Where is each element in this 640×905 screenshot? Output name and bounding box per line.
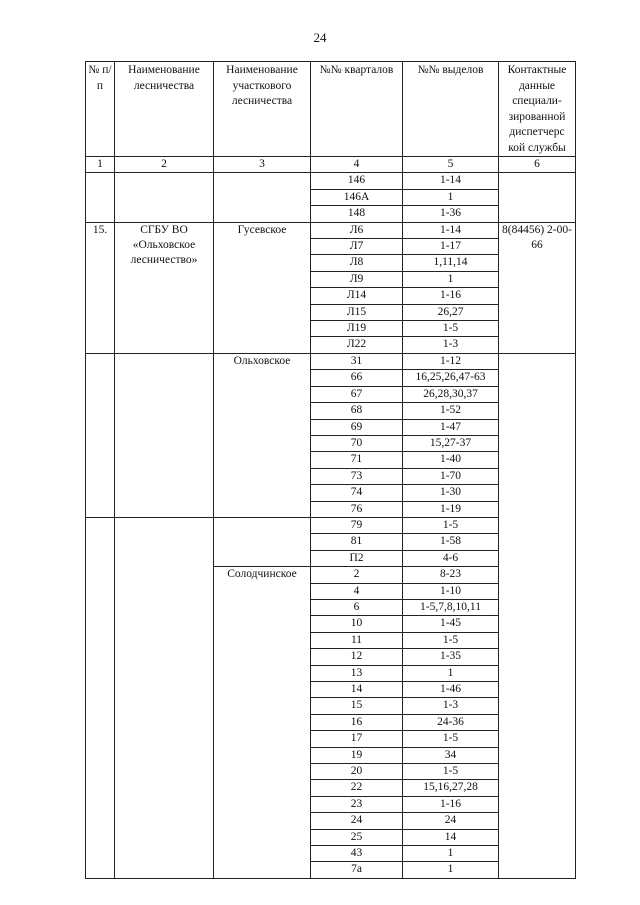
column-number: 3 (214, 157, 311, 173)
quarter-cell: 66 (311, 370, 403, 386)
quarter-cell: Л22 (311, 337, 403, 353)
quarter-cell: Л19 (311, 321, 403, 337)
forestry-cell (115, 353, 214, 517)
allotment-cell: 1-5,7,8,10,11 (403, 599, 499, 615)
quarter-cell: Л8 (311, 255, 403, 271)
quarter-cell: 73 (311, 468, 403, 484)
contact-cell (499, 353, 576, 878)
quarter-cell: 146А (311, 189, 403, 205)
allotment-cell: 1-19 (403, 501, 499, 517)
header-district: Наименование участкового лесничества (214, 62, 311, 157)
allotment-cell: 1-16 (403, 796, 499, 812)
allotment-cell: 1-5 (403, 321, 499, 337)
allotment-cell: 14 (403, 829, 499, 845)
allotment-cell: 1-3 (403, 698, 499, 714)
quarter-cell: 76 (311, 501, 403, 517)
allotment-cell: 1-40 (403, 452, 499, 468)
allotment-cell: 1,11,14 (403, 255, 499, 271)
quarter-cell: 31 (311, 353, 403, 369)
allotment-cell: 1-47 (403, 419, 499, 435)
quarter-cell: 2 (311, 567, 403, 583)
quarter-cell: 7а (311, 862, 403, 878)
quarter-cell: 43 (311, 846, 403, 862)
district-cell (214, 517, 311, 566)
allotment-cell: 4-6 (403, 550, 499, 566)
allotment-cell: 1-36 (403, 206, 499, 222)
allotment-cell: 1 (403, 665, 499, 681)
column-number-row (86, 157, 576, 173)
quarter-cell: 23 (311, 796, 403, 812)
allotment-cell: 1-14 (403, 173, 499, 189)
allotment-cell: 1-14 (403, 222, 499, 238)
allotment-cell: 1-35 (403, 649, 499, 665)
allotment-cell: 15,16,27,28 (403, 780, 499, 796)
number-cell (86, 517, 115, 878)
allotment-cell: 1-52 (403, 403, 499, 419)
allotment-cell: 1-12 (403, 353, 499, 369)
quarter-cell: 14 (311, 682, 403, 698)
quarter-cell: 146 (311, 173, 403, 189)
allotment-cell: 1-58 (403, 534, 499, 550)
number-cell (86, 173, 115, 222)
number-cell (86, 353, 115, 517)
quarter-cell: 81 (311, 534, 403, 550)
header-quarters: №№ кварталов (311, 62, 403, 157)
quarter-cell: 6 (311, 599, 403, 615)
contact-data-cell: 8(84456) 2-00-66 (499, 222, 576, 353)
quarter-cell: Л9 (311, 271, 403, 287)
row-number-cell: 15. (86, 222, 115, 353)
quarter-cell: 70 (311, 435, 403, 451)
quarter-cell: 19 (311, 747, 403, 763)
quarter-cell: 17 (311, 731, 403, 747)
header-number: № п/п (86, 62, 115, 157)
page-number: 24 (313, 30, 327, 45)
header-contacts: Контактные данные специали-зированной диспетчерс кой службы (499, 62, 576, 157)
quarter-cell: 11 (311, 632, 403, 648)
allotment-cell: 1-5 (403, 731, 499, 747)
quarter-cell: 12 (311, 649, 403, 665)
column-number: 2 (115, 157, 214, 173)
quarter-cell: Л15 (311, 304, 403, 320)
quarter-cell: 15 (311, 698, 403, 714)
quarter-cell: 25 (311, 829, 403, 845)
allotment-cell: 1-70 (403, 468, 499, 484)
column-number: 6 (499, 157, 576, 173)
district-name-cell: Ольховское (214, 353, 311, 517)
forestry-cell (115, 173, 214, 222)
table-row (86, 173, 576, 189)
allotment-cell: 24 (403, 813, 499, 829)
quarter-cell: П2 (311, 550, 403, 566)
allotment-cell: 1-10 (403, 583, 499, 599)
table-header-row (86, 62, 576, 157)
allotment-cell: 1-5 (403, 632, 499, 648)
allotment-cell: 1-16 (403, 288, 499, 304)
quarter-cell: 20 (311, 764, 403, 780)
quarter-cell: 24 (311, 813, 403, 829)
column-number: 4 (311, 157, 403, 173)
allotment-cell: 1-17 (403, 239, 499, 255)
column-number: 1 (86, 157, 115, 173)
allotment-cell: 1-45 (403, 616, 499, 632)
table-row (86, 222, 576, 238)
contact-cell (499, 173, 576, 222)
quarter-cell: 69 (311, 419, 403, 435)
allotment-cell: 16,25,26,47-63 (403, 370, 499, 386)
allotment-cell: 24-36 (403, 714, 499, 730)
quarter-cell: Л14 (311, 288, 403, 304)
allotment-cell: 26,27 (403, 304, 499, 320)
allotment-cell: 1 (403, 846, 499, 862)
quarter-cell: 16 (311, 714, 403, 730)
header-forestry: Наименование лесничества (115, 62, 214, 157)
district-cell (214, 173, 311, 222)
quarter-cell: Л6 (311, 222, 403, 238)
allotment-cell: 8-23 (403, 567, 499, 583)
quarter-cell: 148 (311, 206, 403, 222)
allotment-cell: 1-30 (403, 485, 499, 501)
column-number: 5 (403, 157, 499, 173)
allotment-cell: 1 (403, 862, 499, 878)
quarter-cell: 79 (311, 517, 403, 533)
forestry-table (85, 61, 576, 879)
quarter-cell: 67 (311, 386, 403, 402)
quarter-cell: 4 (311, 583, 403, 599)
quarter-cell: 71 (311, 452, 403, 468)
quarter-cell: 10 (311, 616, 403, 632)
allotment-cell: 34 (403, 747, 499, 763)
district-name-cell: Солодчинское (214, 567, 311, 879)
district-name-cell: Гусевское (214, 222, 311, 353)
forestry-name-cell: СГБУ ВО «Ольховское лесничество» (115, 222, 214, 353)
quarter-cell: Л7 (311, 239, 403, 255)
quarter-cell: 74 (311, 485, 403, 501)
allotment-cell: 1 (403, 189, 499, 205)
allotment-cell: 1-5 (403, 764, 499, 780)
quarter-cell: 13 (311, 665, 403, 681)
quarter-cell: 68 (311, 403, 403, 419)
quarter-cell: 22 (311, 780, 403, 796)
allotment-cell: 1 (403, 271, 499, 287)
allotment-cell: 26,28,30,37 (403, 386, 499, 402)
allotment-cell: 1-5 (403, 517, 499, 533)
table-row (86, 353, 576, 369)
allotment-cell: 1-3 (403, 337, 499, 353)
allotment-cell: 15,27-37 (403, 435, 499, 451)
forestry-cell (115, 517, 214, 878)
header-allotments: №№ выделов (403, 62, 499, 157)
allotment-cell: 1-46 (403, 682, 499, 698)
